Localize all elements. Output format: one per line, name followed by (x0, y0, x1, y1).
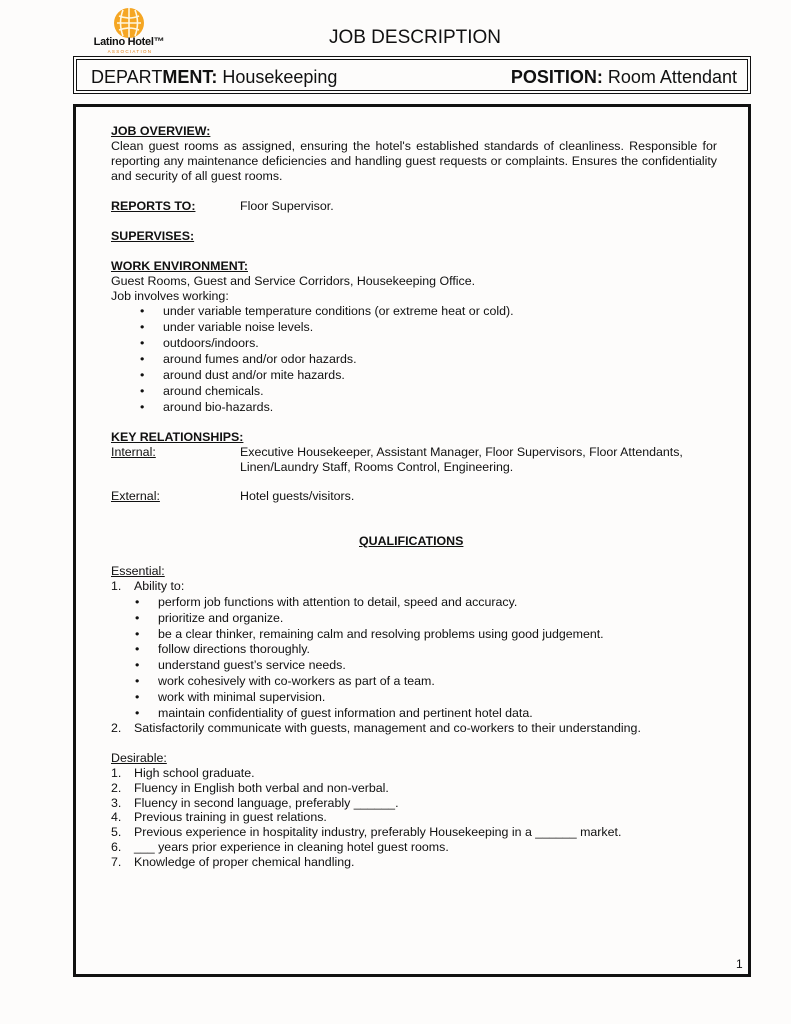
department-field (91, 67, 337, 88)
department-label-bold: MENT: (162, 67, 218, 87)
supervises-label: SUPERVISES: (111, 229, 195, 243)
bullet-text: around dust and/or mite hazards. (163, 368, 345, 382)
bullet-icon: • (140, 384, 145, 398)
position-field (511, 67, 737, 88)
item-number: 1. (111, 766, 122, 780)
desirable-label: Desirable: (111, 751, 167, 765)
essential-label: Essential: (111, 564, 165, 578)
bullet-icon: • (135, 706, 140, 720)
item-number: 4. (111, 810, 122, 824)
environment-heading: WORK ENVIRONMENT: (111, 259, 248, 273)
item-text: Knowledge of proper chemical handling. (134, 855, 355, 869)
bullet-icon: • (140, 368, 145, 382)
relationships-heading: KEY RELATIONSHIPS: (111, 430, 244, 444)
bullet-text: work with minimal supervision. (158, 690, 326, 704)
bullet-text: around fumes and/or odor hazards. (163, 352, 357, 366)
bullet-text: around chemicals. (163, 384, 264, 398)
item-number: 5. (111, 825, 122, 839)
external-label: External: (111, 489, 160, 503)
internal-line1: Executive Housekeeper, Assistant Manager, Floor Supervisors, Floor Attendants, (240, 445, 683, 459)
item-number: 2. (111, 721, 122, 735)
item-number: 7. (111, 855, 122, 869)
page-title: JOB DESCRIPTION (328, 27, 502, 48)
header-box (73, 56, 751, 94)
bullet-text: under variable noise levels. (163, 320, 314, 334)
hotel-logo (88, 6, 170, 56)
bullet-text: work cohesively with co-workers as part of a team. (158, 674, 435, 688)
position-label: POSITION: (510, 67, 603, 87)
bullet-text: be a clear thinker, remaining calm and resolving problems using good judgement. (158, 627, 604, 641)
item-text: Satisfactorily communicate with guests, management and co-workers to their understanding. (134, 721, 641, 735)
item-text: Fluency in English both verbal and non-verbal. (134, 781, 389, 795)
bullet-icon: • (140, 304, 145, 318)
item-number: 3. (111, 796, 122, 810)
item-text: Fluency in second language, preferably ______. (134, 796, 399, 810)
bullet-text: follow directions thoroughly. (158, 642, 310, 656)
environment-line1: Guest Rooms, Guest and Service Corridors, Housekeeping Office. (111, 274, 476, 288)
logo-sub-text: ASSOCIATION (107, 49, 153, 54)
bullet-text: maintain confidentiality of guest information and pertinent hotel data. (158, 706, 533, 720)
overview-text: Clean guest rooms as assigned, ensuring the hotel's established standards of cleanliness. Responsible for reporting any maintenance deficiencies and handling guest requests or complaints. Ensures the confidentiality and security of all guest rooms. (111, 139, 717, 183)
bullet-icon: • (135, 595, 140, 609)
bullet-icon: • (140, 400, 145, 414)
bullet-text: outdoors/indoors. (163, 336, 259, 350)
reports-to-label: REPORTS TO: (111, 199, 196, 213)
bullet-icon: • (140, 320, 145, 334)
bullet-icon: • (140, 336, 145, 350)
position-value: Room Attendant (602, 67, 737, 87)
bullet-icon: • (135, 658, 140, 672)
bullet-icon: • (135, 690, 140, 704)
environment-line2: Job involves working: (111, 289, 229, 303)
item-text: ___ years prior experience in cleaning hotel guest rooms. (134, 840, 449, 854)
item-number: 6. (111, 840, 122, 854)
item-number: 1. (111, 579, 122, 593)
qualifications-heading: QUALIFICATIONS (359, 534, 464, 548)
globe-logo-icon (112, 6, 146, 40)
department-value: Housekeeping (217, 67, 338, 87)
internal-line2: Linen/Laundry Staff, Rooms Control, Engineering. (240, 460, 514, 474)
bullet-text: under variable temperature conditions (or extreme heat or cold). (163, 304, 514, 318)
bullet-text: prioritize and organize. (158, 611, 284, 625)
internal-label: Internal: (111, 445, 156, 459)
bullet-text: understand guest’s service needs. (158, 658, 346, 672)
bullet-icon: • (135, 674, 140, 688)
bullet-icon: • (140, 352, 145, 366)
bullet-icon: • (135, 627, 140, 641)
bullet-text: perform job functions with attention to detail, speed and accuracy. (158, 595, 518, 609)
item-number: 2. (111, 781, 122, 795)
logo-brand-text: Latino Hotel™ (93, 36, 165, 48)
item-text: Ability to: (134, 579, 185, 593)
bullet-icon: • (135, 642, 140, 656)
item-text: Previous training in guest relations. (134, 810, 327, 824)
item-text: Previous experience in hospitality industry, preferably Housekeeping in a ______ market. (134, 825, 622, 839)
overview-heading: JOB OVERVIEW: (111, 124, 211, 138)
page-number: 1 (736, 957, 743, 971)
item-text: High school graduate. (134, 766, 255, 780)
department-label-pre: DEPART (91, 67, 163, 87)
bullet-icon: • (135, 611, 140, 625)
reports-to-value: Floor Supervisor. (240, 199, 334, 213)
external-value: Hotel guests/visitors. (240, 489, 355, 503)
bullet-text: around bio-hazards. (163, 400, 274, 414)
